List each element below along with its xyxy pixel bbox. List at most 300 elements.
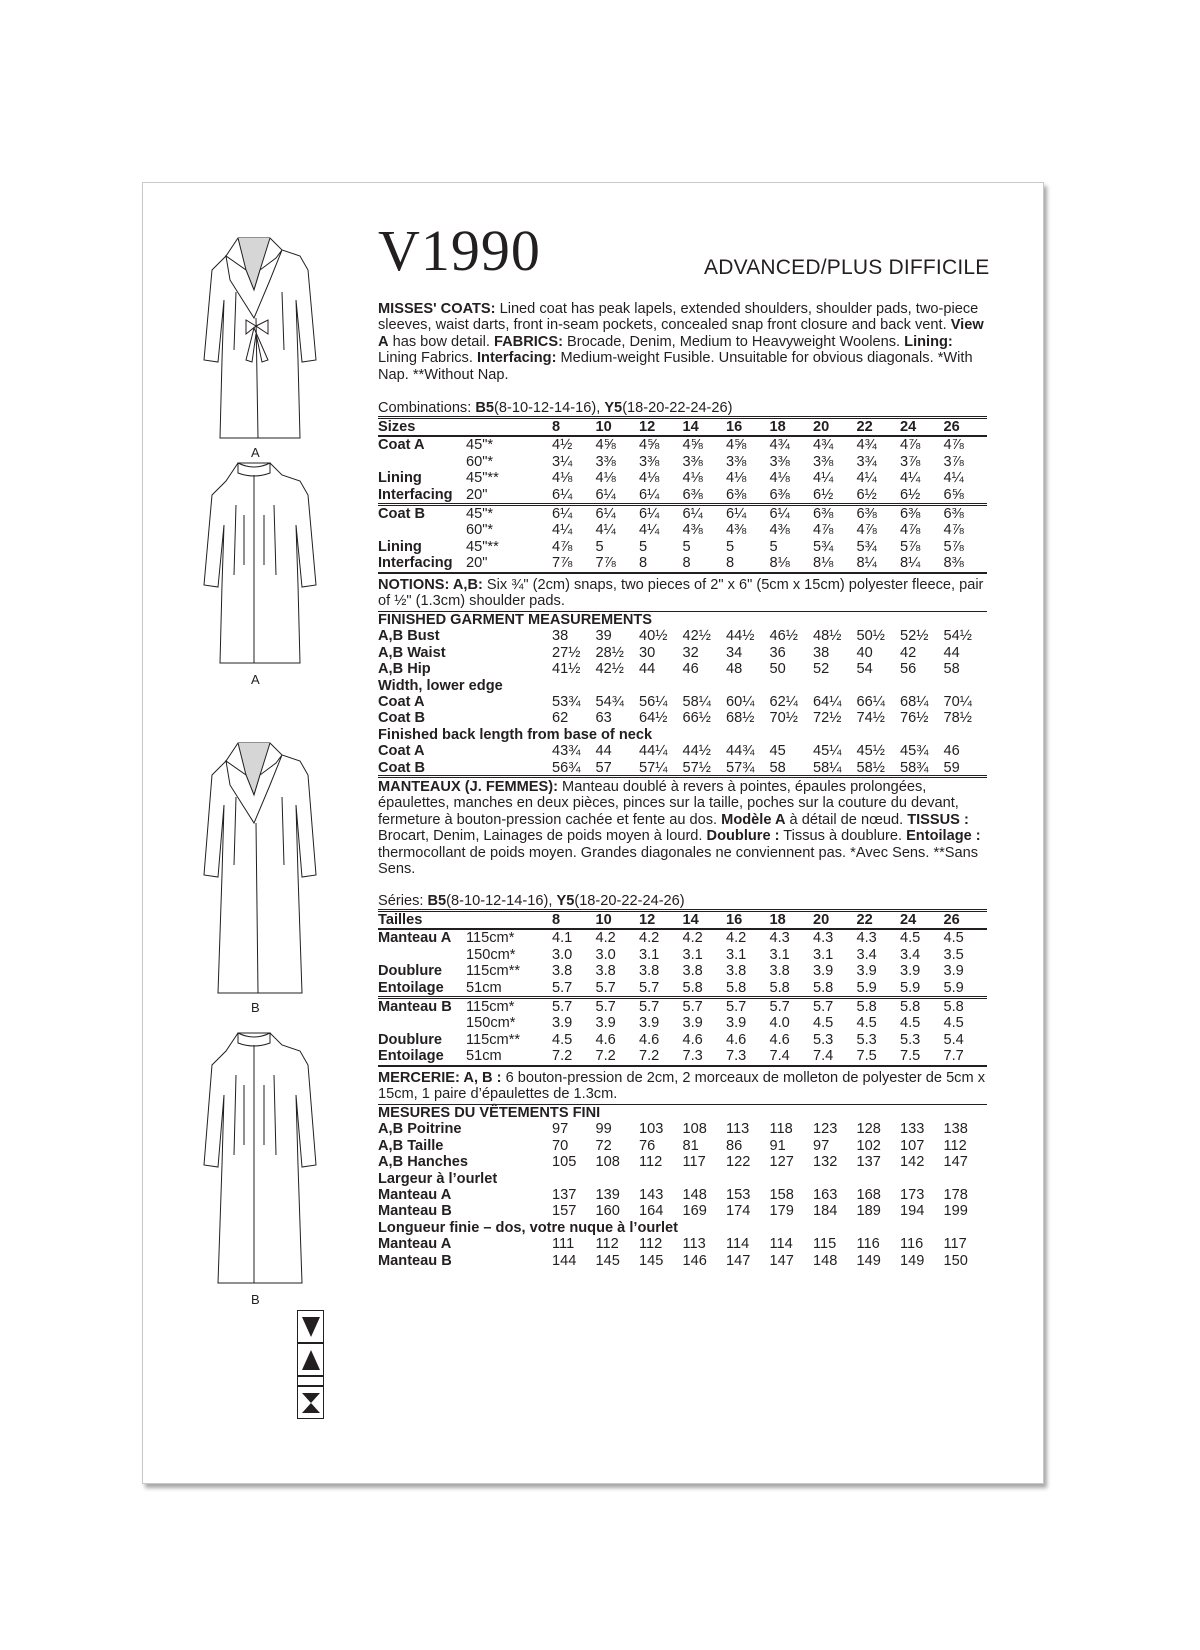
table-cell: 114 xyxy=(769,1236,793,1253)
table-cell: 113 xyxy=(682,1236,706,1253)
symbol-box xyxy=(297,1386,324,1419)
table-cell: 66¼ xyxy=(856,694,885,711)
table-row: 60"* 3¼ 3⅜ 3⅜ 3⅜ 3⅜ 3⅜ 3⅜ 3¾ 3⅞ 3⅞ xyxy=(378,454,987,470)
table-cell: 52½ xyxy=(900,628,929,645)
table-cell: 44 xyxy=(595,743,612,760)
table-cell: 147 xyxy=(769,1252,794,1269)
table-cell: 45¼ xyxy=(813,743,842,760)
subheading-row: Finished back length from base of neck xyxy=(378,726,653,743)
table-cell: 5.7 xyxy=(552,979,573,996)
table-cell: 57¼ xyxy=(639,759,668,776)
table-cell: 6⅝ xyxy=(943,486,964,503)
english-yardage-table xyxy=(378,416,987,574)
table-cell: 4.2 xyxy=(639,930,660,947)
english-notions: NOTIONS: A,B: Six ¾" (2cm) snaps, two pieces of 2" x 6" (5cm x 15cm) polyester fleece, pair of ½" (1.3cm) shoulder pads. xyxy=(378,577,984,610)
triangle-down-icon xyxy=(301,1315,321,1339)
table-row: 60"* 4¼ 4¼ 4¼ 4⅜ 4⅜ 4⅜ 4⅞ 4⅞ 4⅞ 4⅞ xyxy=(378,522,987,538)
table-cell: 78½ xyxy=(943,710,972,727)
table-cell: 44¼ xyxy=(639,743,668,760)
size-header: 24 xyxy=(900,419,917,435)
table-cell: 6½ xyxy=(900,486,921,503)
table-row: Entoilage 51cm 7.2 7.2 7.2 7.3 7.3 7.4 7.4 7.5 7.5 7.7 xyxy=(378,1048,987,1065)
table-row: A,B Poitrine 97 99 103 108 113 118 123 128 133 138 xyxy=(378,1121,987,1137)
table-cell: 3.9 xyxy=(726,1015,747,1032)
table-cell: 5.7 xyxy=(639,979,660,996)
table-cell: 3.4 xyxy=(856,946,877,963)
table-cell: 3.9 xyxy=(856,963,877,980)
table-cell: 6⅜ xyxy=(943,506,964,523)
table-cell: 112 xyxy=(639,1236,663,1253)
size-header: 8 xyxy=(552,912,561,928)
table-cell: 3.1 xyxy=(682,946,703,963)
table-cell: 4¼ xyxy=(552,522,573,539)
table-row: 150cm* 3.0 3.0 3.1 3.1 3.1 3.1 3.1 3.4 3.4 3.5 xyxy=(378,947,987,963)
table-cell: 62 xyxy=(552,710,569,727)
table-cell: 6¼ xyxy=(639,486,660,503)
table-cell: 50 xyxy=(769,661,786,678)
table-cell: 114 xyxy=(726,1236,750,1253)
table-cell: 54¾ xyxy=(595,694,624,711)
table-cell: 4⅞ xyxy=(813,522,834,539)
table-cell: 76½ xyxy=(900,710,929,727)
table-cell: 132 xyxy=(813,1154,838,1171)
table-cell: 4⅞ xyxy=(856,522,877,539)
coat-b-back-illustration xyxy=(190,1025,320,1287)
size-header: 26 xyxy=(943,912,960,928)
table-cell: 5 xyxy=(639,538,648,555)
size-header: 12 xyxy=(639,419,656,435)
table-cell: 3.4 xyxy=(900,946,921,963)
table-cell: 108 xyxy=(682,1121,707,1138)
table-cell: 3.8 xyxy=(595,963,616,980)
table-cell: 36 xyxy=(769,644,786,661)
table-cell: 128 xyxy=(856,1121,881,1138)
table-cell: 97 xyxy=(813,1137,830,1154)
table-cell: 44½ xyxy=(726,628,755,645)
table-cell: 5.8 xyxy=(900,999,921,1016)
table-cell: 57½ xyxy=(682,759,711,776)
table-cell: 157 xyxy=(552,1203,577,1220)
table-cell: 4.3 xyxy=(856,930,877,947)
table-cell: 54½ xyxy=(943,628,972,645)
table-cell: 107 xyxy=(900,1137,925,1154)
table-cell: 184 xyxy=(813,1203,838,1220)
table-cell: 6⅜ xyxy=(769,486,790,503)
table-cell: 7.7 xyxy=(943,1048,964,1065)
table-cell: 146 xyxy=(682,1252,707,1269)
table-cell: 4.5 xyxy=(900,930,921,947)
table-cell: 103 xyxy=(639,1121,664,1138)
table-cell: 58 xyxy=(943,661,960,678)
size-header: 16 xyxy=(726,419,743,435)
table-cell: 72 xyxy=(595,1137,612,1154)
table-cell: 4⅛ xyxy=(595,470,616,487)
table-cell: 8⅛ xyxy=(769,555,790,572)
view-label: A xyxy=(251,672,260,687)
table-cell: 4.0 xyxy=(769,1015,790,1032)
table-cell: 60¼ xyxy=(726,694,755,711)
measurements-title: FINISHED GARMENT MEASUREMENTS xyxy=(378,612,653,628)
size-header: 10 xyxy=(595,419,612,435)
table-cell: 5.7 xyxy=(682,999,703,1016)
table-cell: 66½ xyxy=(682,710,711,727)
table-cell: 4⅜ xyxy=(682,522,703,539)
table-cell: 5.7 xyxy=(552,999,573,1016)
table-row: Interfacing 20" 7⅞ 7⅞ 8 8 8 8⅛ 8⅛ 8¼ 8¼ 8⅜ xyxy=(378,555,987,572)
table-cell: 3.0 xyxy=(552,946,573,963)
table-cell: 199 xyxy=(943,1203,968,1220)
table-cell: 27½ xyxy=(552,644,581,661)
table-cell: 4.6 xyxy=(682,1031,703,1048)
table-cell: 4⅛ xyxy=(552,470,573,487)
table-cell: 123 xyxy=(813,1121,838,1138)
table-cell: 7.2 xyxy=(639,1048,660,1065)
table-row: Manteau B 157 160 164 169 174 179 184 189 194 199 xyxy=(378,1203,987,1219)
table-cell: 70¼ xyxy=(943,694,972,711)
size-header-row: Tailles 8 10 12 14 16 18 20 22 24 26 xyxy=(378,911,987,930)
table-cell: 5.3 xyxy=(900,1031,921,1048)
table-cell: 5.8 xyxy=(769,979,790,996)
table-cell: 5.7 xyxy=(595,979,616,996)
table-cell: 5.9 xyxy=(943,979,964,996)
table-cell: 5.3 xyxy=(856,1031,877,1048)
table-cell: 46 xyxy=(943,743,960,760)
table-cell: 68½ xyxy=(726,710,755,727)
table-cell: 3⅜ xyxy=(639,453,660,470)
table-row: Manteau B 144 145 145 146 147 147 148 149 149 150 xyxy=(378,1253,987,1269)
table-cell: 5.7 xyxy=(726,999,747,1016)
table-cell: 3.8 xyxy=(726,963,747,980)
table-row: Manteau B 115cm* 5.7 5.7 5.7 5.7 5.7 5.7 5.7 5.8 5.8 5.8 xyxy=(378,998,987,1016)
size-header: 14 xyxy=(682,912,699,928)
table-cell: 122 xyxy=(726,1154,751,1171)
table-cell: 8 xyxy=(639,555,648,572)
table-cell: 4⅞ xyxy=(943,522,964,539)
table-cell: 143 xyxy=(639,1187,664,1204)
table-cell: 3.5 xyxy=(943,946,964,963)
table-cell: 8¼ xyxy=(900,555,921,572)
table-row: A,B Hanches 105 108 112 117 122 127 132 137 142 147 xyxy=(378,1154,987,1170)
table-cell: 5¾ xyxy=(856,538,877,555)
table-cell: 4.5 xyxy=(856,1015,877,1032)
table-cell: 50½ xyxy=(856,628,885,645)
table-cell: 5.9 xyxy=(900,979,921,996)
table-cell: 3⅞ xyxy=(900,453,921,470)
table-cell: 5.8 xyxy=(726,979,747,996)
table-row: Coat A 53¾ 54¾ 56¼ 58¼ 60¼ 62¼ 64¼ 66¼ 68¼ 70¼ xyxy=(378,694,987,710)
table-cell: 4⅜ xyxy=(726,522,747,539)
table-cell: 42 xyxy=(900,644,917,661)
table-cell: 4.5 xyxy=(813,1015,834,1032)
table-cell: 53¾ xyxy=(552,694,581,711)
table-cell: 99 xyxy=(595,1121,612,1138)
table-cell: 118 xyxy=(769,1121,793,1138)
size-header-row: Sizes 8 10 12 14 16 18 20 22 24 26 xyxy=(378,418,987,437)
table-cell: 43¾ xyxy=(552,743,581,760)
table-cell: 44 xyxy=(639,661,656,678)
table-cell: 3⅜ xyxy=(813,453,834,470)
table-cell: 54 xyxy=(856,661,873,678)
table-cell: 4.3 xyxy=(769,930,790,947)
table-cell: 117 xyxy=(682,1154,706,1171)
table-cell: 4.6 xyxy=(639,1031,660,1048)
table-cell: 6⅜ xyxy=(856,506,877,523)
table-cell: 4⅛ xyxy=(726,470,747,487)
table-cell: 3⅜ xyxy=(682,453,703,470)
table-cell: 144 xyxy=(552,1252,577,1269)
table-cell: 5.7 xyxy=(639,999,660,1016)
measurements-title: MESURES DU VÊTEMENTS FINI xyxy=(378,1105,601,1121)
table-cell: 3.1 xyxy=(813,946,834,963)
table-row: Manteau A 115cm* 4.1 4.2 4.2 4.2 4.2 4.3 4.3 4.3 4.5 4.5 xyxy=(378,929,987,946)
table-cell: 4¼ xyxy=(856,470,877,487)
table-cell: 86 xyxy=(726,1137,743,1154)
table-cell: 28½ xyxy=(595,644,624,661)
table-cell: 45 xyxy=(769,743,786,760)
table-cell: 4.5 xyxy=(552,1031,573,1048)
table-cell: 8⅜ xyxy=(943,555,964,572)
table-cell: 3⅜ xyxy=(769,453,790,470)
table-cell: 4.2 xyxy=(726,930,747,947)
table-cell: 7⅞ xyxy=(552,555,573,572)
table-cell: 4⅞ xyxy=(552,538,573,555)
table-cell: 74½ xyxy=(856,710,885,727)
table-cell: 149 xyxy=(856,1252,881,1269)
table-cell: 5.8 xyxy=(856,999,877,1016)
table-cell: 178 xyxy=(943,1187,968,1204)
table-cell: 7.2 xyxy=(552,1048,573,1065)
table-cell: 7.5 xyxy=(900,1048,921,1065)
size-header: 20 xyxy=(813,912,830,928)
table-cell: 6¼ xyxy=(769,506,790,523)
size-header: 24 xyxy=(900,912,917,928)
table-row: Manteau A 137 139 143 148 153 158 163 168 173 178 xyxy=(378,1187,987,1203)
table-row: A,B Bust 38 39 40½ 42½ 44½ 46½ 48½ 50½ 52½ 54½ xyxy=(378,628,987,644)
size-header: 26 xyxy=(943,419,960,435)
table-cell: 3.8 xyxy=(769,963,790,980)
table-row: Interfacing 20" 6¼ 6¼ 6¼ 6⅜ 6⅜ 6⅜ 6½ 6½ 6½ 6⅝ xyxy=(378,487,987,505)
table-cell: 3.9 xyxy=(639,1015,660,1032)
description-title: MISSES' COATS: xyxy=(378,301,496,317)
table-cell: 5 xyxy=(726,538,735,555)
table-cell: 72½ xyxy=(813,710,842,727)
size-header: 22 xyxy=(856,419,873,435)
table-cell: 4.6 xyxy=(726,1031,747,1048)
table-cell: 44¾ xyxy=(726,743,755,760)
coat-a-front-illustration xyxy=(190,230,320,442)
subheading-row: Longueur finie – dos, votre nuque à l’ourlet xyxy=(378,1219,679,1236)
table-cell: 64½ xyxy=(639,710,668,727)
table-cell: 174 xyxy=(726,1203,751,1220)
table-cell: 3.0 xyxy=(595,946,616,963)
size-header: 20 xyxy=(813,419,830,435)
french-combinations: Séries: B5(8-10-12-14-16), Y5(18-20-22-24-26) xyxy=(378,893,685,909)
table-row: Lining 45"** 4⅛ 4⅛ 4⅛ 4⅛ 4⅛ 4⅛ 4¼ 4¼ 4¼ 4¼ xyxy=(378,470,987,486)
table-cell: 4⅝ xyxy=(639,437,660,454)
table-cell: 30 xyxy=(639,644,656,661)
table-cell: 6¼ xyxy=(682,506,703,523)
table-cell: 4⅝ xyxy=(595,437,616,454)
table-cell: 48 xyxy=(726,661,743,678)
size-header: 16 xyxy=(726,912,743,928)
table-cell: 4.1 xyxy=(552,930,573,947)
table-cell: 4¾ xyxy=(769,437,790,454)
table-cell: 4¾ xyxy=(856,437,877,454)
description-title: MANTEAUX (J. FEMMES): xyxy=(378,779,558,795)
table-cell: 5 xyxy=(682,538,691,555)
size-header: 8 xyxy=(552,419,561,435)
table-cell: 3.9 xyxy=(552,1015,573,1032)
table-cell: 6⅜ xyxy=(682,486,703,503)
table-cell: 42½ xyxy=(595,661,624,678)
table-cell: 58 xyxy=(769,759,786,776)
table-cell: 97 xyxy=(552,1121,569,1138)
table-cell: 6¼ xyxy=(639,506,660,523)
table-cell: 3⅜ xyxy=(726,453,747,470)
table-row: Doublure 115cm** 3.8 3.8 3.8 3.8 3.8 3.8 3.9 3.9 3.9 3.9 xyxy=(378,963,987,979)
table-cell: 4.5 xyxy=(943,1015,964,1032)
table-cell: 46 xyxy=(682,661,699,678)
table-row: Coat B 56¾ 57 57¼ 57½ 57¾ 58 58¼ 58½ 58¾ 59 xyxy=(378,760,987,776)
table-cell: 145 xyxy=(639,1252,664,1269)
table-cell: 5.8 xyxy=(943,999,964,1016)
table-cell: 76 xyxy=(639,1137,656,1154)
table-cell: 137 xyxy=(552,1187,577,1204)
table-cell: 68¼ xyxy=(900,694,929,711)
table-cell: 91 xyxy=(769,1137,786,1154)
size-header: 18 xyxy=(769,419,786,435)
table-cell: 5.4 xyxy=(943,1031,964,1048)
size-header: 22 xyxy=(856,912,873,928)
table-cell: 147 xyxy=(726,1252,751,1269)
table-cell: 4⅛ xyxy=(682,470,703,487)
table-cell: 7.3 xyxy=(726,1048,747,1065)
table-cell: 5 xyxy=(769,538,778,555)
table-cell: 40 xyxy=(856,644,873,661)
table-cell: 111 xyxy=(552,1236,575,1253)
coat-a-back-illustration xyxy=(190,455,320,667)
table-cell: 169 xyxy=(682,1203,707,1220)
pattern-number: V1990 xyxy=(378,218,541,283)
table-cell: 105 xyxy=(552,1154,577,1171)
symbol-box xyxy=(297,1310,324,1343)
table-cell: 8⅛ xyxy=(813,555,834,572)
table-cell: 44 xyxy=(943,644,960,661)
table-cell: 3¼ xyxy=(552,453,573,470)
coat-b-front-illustration xyxy=(190,735,320,997)
symbol-box xyxy=(297,1343,324,1376)
table-cell: 5.7 xyxy=(595,999,616,1016)
table-cell: 4⅞ xyxy=(900,437,921,454)
table-row: A,B Taille 70 72 76 81 86 91 97 102 107 112 xyxy=(378,1138,987,1154)
table-cell: 116 xyxy=(856,1236,880,1253)
view-label: B xyxy=(251,1292,260,1307)
table-cell: 3.9 xyxy=(943,963,964,980)
table-cell: 6¼ xyxy=(726,506,747,523)
table-row: Coat B 62 63 64½ 66½ 68½ 70½ 72½ 74½ 76½ 78½ xyxy=(378,710,987,726)
symbol-box xyxy=(297,1376,324,1386)
table-cell: 133 xyxy=(900,1121,925,1138)
table-cell: 6¼ xyxy=(595,486,616,503)
table-cell: 4¼ xyxy=(943,470,964,487)
table-cell: 40½ xyxy=(639,628,668,645)
table-cell: 5.8 xyxy=(682,979,703,996)
table-cell: 70½ xyxy=(769,710,798,727)
table-cell: 164 xyxy=(639,1203,664,1220)
table-cell: 4⅞ xyxy=(943,437,964,454)
table-cell: 168 xyxy=(856,1187,881,1204)
table-cell: 56¼ xyxy=(639,694,668,711)
table-cell: 8¼ xyxy=(856,555,877,572)
table-cell: 48½ xyxy=(813,628,842,645)
french-description: MANTEAUX (J. FEMMES): Manteau doublé à revers à pointes, épaules prolongées, épaulettes, manches en deux pièces, pinces sur la taille, poches sur la couture du devant, fermeture à bouton-pression cachée et fente au dos. Modèle A à détail de nœud. TISSUS : Brocart, Denim, Lainages de poids moyen à lourd. Doublure : Tissus à doublure. Entoilage : thermocollant de poids moyen. Grandes diagonales ne conviennent pas. *Avec Sens. **Sans Sens. xyxy=(378,775,987,877)
table-row: Manteau A 111 112 112 113 114 114 115 116 116 117 xyxy=(378,1236,987,1252)
table-cell: 4¼ xyxy=(639,522,660,539)
table-row: Lining 45"** 4⅞ 5 5 5 5 5 5¾ 5¾ 5⅞ 5⅞ xyxy=(378,539,987,555)
subheading-row: Largeur à l’ourlet xyxy=(378,1170,498,1187)
difficulty-label: ADVANCED/PLUS DIFFICILE xyxy=(704,256,990,279)
table-cell: 4.2 xyxy=(682,930,703,947)
table-cell: 58½ xyxy=(856,759,885,776)
table-cell: 4⅝ xyxy=(682,437,703,454)
table-cell: 189 xyxy=(856,1203,881,1220)
table-cell: 6¼ xyxy=(552,486,573,503)
table-cell: 163 xyxy=(813,1187,838,1204)
table-cell: 4¼ xyxy=(900,470,921,487)
table-cell: 4⅜ xyxy=(769,522,790,539)
table-cell: 58¼ xyxy=(682,694,711,711)
table-row: 150cm* 3.9 3.9 3.9 3.9 3.9 4.0 4.5 4.5 4.5 4.5 xyxy=(378,1015,987,1031)
table-cell: 42½ xyxy=(682,628,711,645)
table-row: A,B Waist 27½ 28½ 30 32 34 36 38 40 42 44 xyxy=(378,645,987,661)
hourglass-icon xyxy=(301,1391,321,1415)
table-cell: 148 xyxy=(813,1252,838,1269)
table-cell: 3.9 xyxy=(595,1015,616,1032)
table-cell: 59 xyxy=(943,759,960,776)
table-cell: 3⅞ xyxy=(943,453,964,470)
table-cell: 173 xyxy=(900,1187,925,1204)
table-cell: 115 xyxy=(813,1236,837,1253)
table-cell: 58¾ xyxy=(900,759,929,776)
french-notions: MERCERIE: A, B : 6 bouton-pression de 2cm, 2 morceaux de molleton de polyester de 5cm x 15cm, 1 paire d’épaulettes de 1.3cm. xyxy=(378,1070,985,1103)
table-cell: 3¾ xyxy=(856,453,877,470)
table-cell: 116 xyxy=(900,1236,924,1253)
table-cell: 81 xyxy=(682,1137,699,1154)
table-cell: 5⅞ xyxy=(943,538,964,555)
table-cell: 7.4 xyxy=(813,1048,834,1065)
english-measurements xyxy=(378,611,987,776)
table-row: Coat A 43¾ 44 44¼ 44½ 44¾ 45 45¼ 45½ 45¾ 46 xyxy=(378,743,987,759)
table-cell: 4.6 xyxy=(769,1031,790,1048)
table-cell: 142 xyxy=(900,1154,925,1171)
table-cell: 3.9 xyxy=(900,963,921,980)
table-cell: 7.3 xyxy=(682,1048,703,1065)
table-cell: 41½ xyxy=(552,661,581,678)
french-measurements xyxy=(378,1104,987,1269)
table-cell: 138 xyxy=(943,1121,968,1138)
triangle-up-icon xyxy=(301,1348,321,1372)
size-header: 12 xyxy=(639,912,656,928)
table-cell: 57¾ xyxy=(726,759,755,776)
table-cell: 7.5 xyxy=(856,1048,877,1065)
table-cell: 4¾ xyxy=(813,437,834,454)
table-cell: 153 xyxy=(726,1187,751,1204)
table-cell: 5.7 xyxy=(813,999,834,1016)
table-cell: 113 xyxy=(726,1121,750,1138)
table-cell: 45¾ xyxy=(900,743,929,760)
table-cell: 5.9 xyxy=(856,979,877,996)
table-cell: 4⅛ xyxy=(639,470,660,487)
